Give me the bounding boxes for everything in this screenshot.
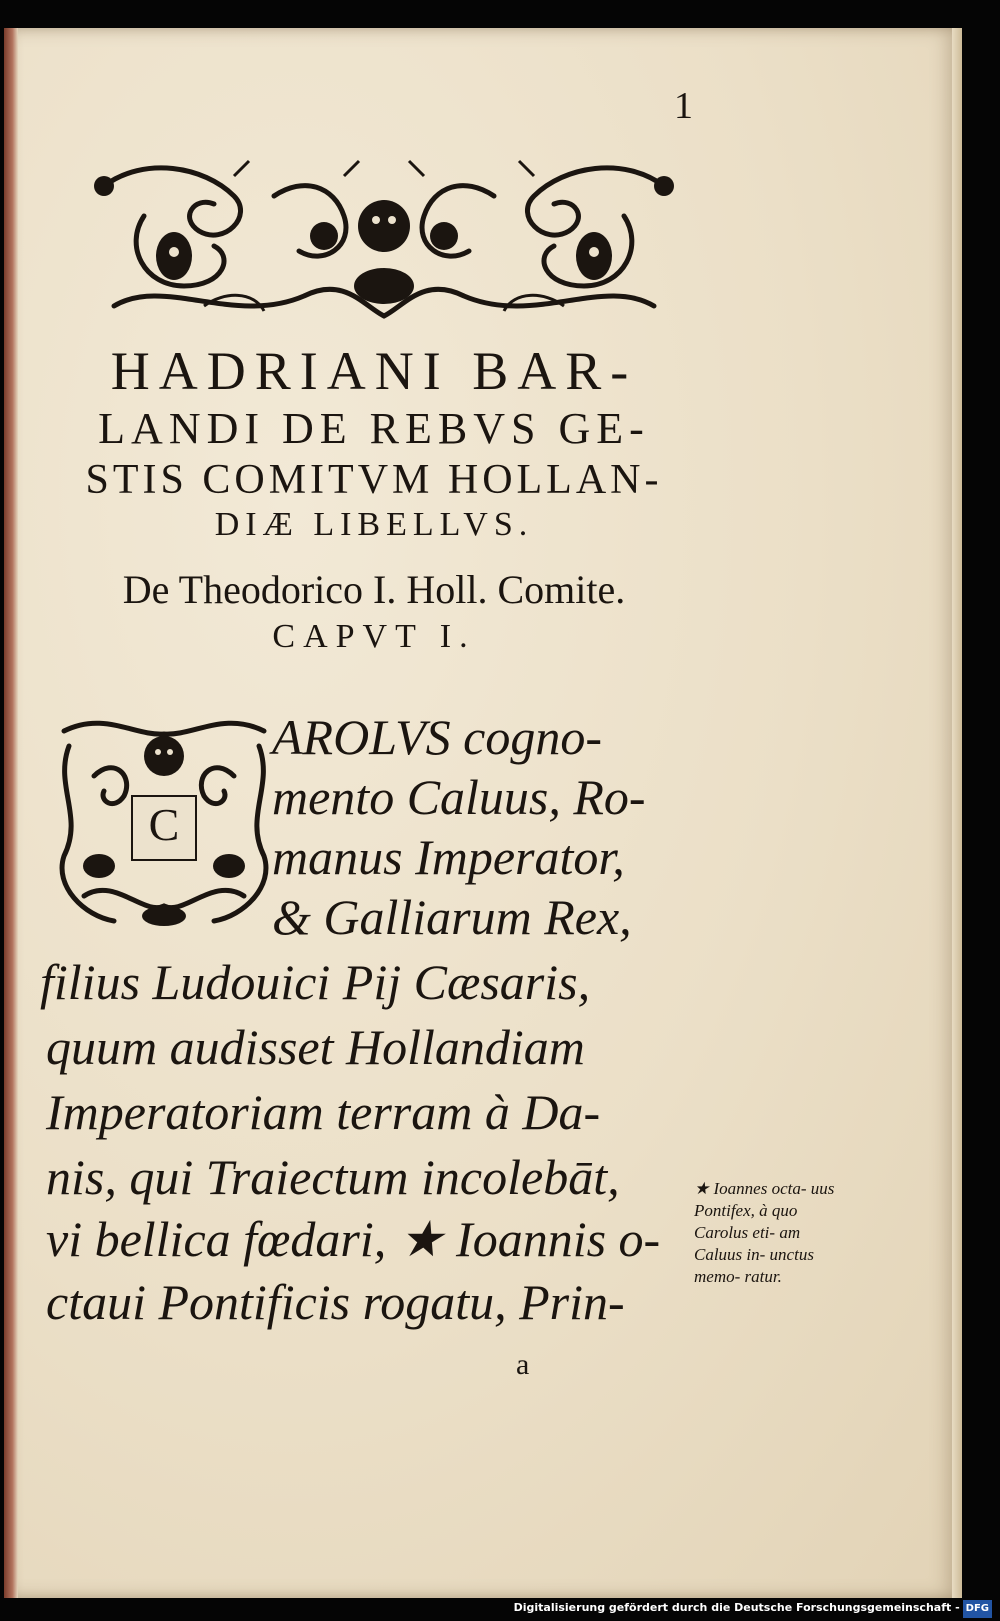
chapter-number: CAPVT I. — [272, 618, 476, 655]
marginal-note: ★ Ioannes octa- uus Pontifex, à quo Carolus eti- am Caluus in- unctus memo- ratur. — [694, 1179, 835, 1286]
body-line-3: manus Imperator, — [272, 829, 625, 885]
body-line-1: AROLVS cogno- — [272, 709, 603, 765]
digitization-footer — [514, 1599, 992, 1617]
initial-letter: C — [148, 799, 180, 850]
footer-credit: Digitalisierung gefördert durch die Deutsche Forschungsgemeinschaft - — [513, 1601, 960, 1614]
title-line-3: STIS COMITVM HOLLAN- — [85, 457, 663, 503]
body-line-9: vi bellica fœdari, ★ Ioannis o- — [46, 1211, 661, 1267]
title-line-4: DIÆ LIBELLVS. — [214, 506, 534, 543]
title-line-1: HADRIANI BAR- — [110, 341, 638, 401]
folio-number: 1 — [674, 85, 693, 127]
body-line-8: nis, qui Traiectum incolebāt, — [46, 1149, 620, 1205]
dfg-logo: DFG — [963, 1600, 992, 1618]
body-line-6: quum audisset Hollandiam — [46, 1019, 585, 1075]
body-line-5: filius Ludouici Pij Cæsaris, — [40, 954, 591, 1010]
body-line-10: ctaui Pontificis rogatu, Prin- — [46, 1274, 625, 1330]
signature-mark: a — [516, 1348, 530, 1381]
body-line-7: Imperatoriam terram à Da- — [46, 1084, 601, 1140]
chapter-subheading: De Theodorico I. Holl. Comite. — [122, 567, 626, 612]
decorated-initial — [54, 716, 274, 938]
book-page — [4, 28, 962, 1598]
page-edge — [952, 28, 962, 1598]
body-line-2: mento Caluus, Ro- — [272, 769, 646, 825]
body-line-4: & Galliarum Rex, — [272, 889, 632, 945]
book-spine — [4, 28, 18, 1598]
title-line-2: LANDI DE REBVS GE- — [98, 404, 650, 453]
ornamental-headpiece — [84, 156, 684, 336]
